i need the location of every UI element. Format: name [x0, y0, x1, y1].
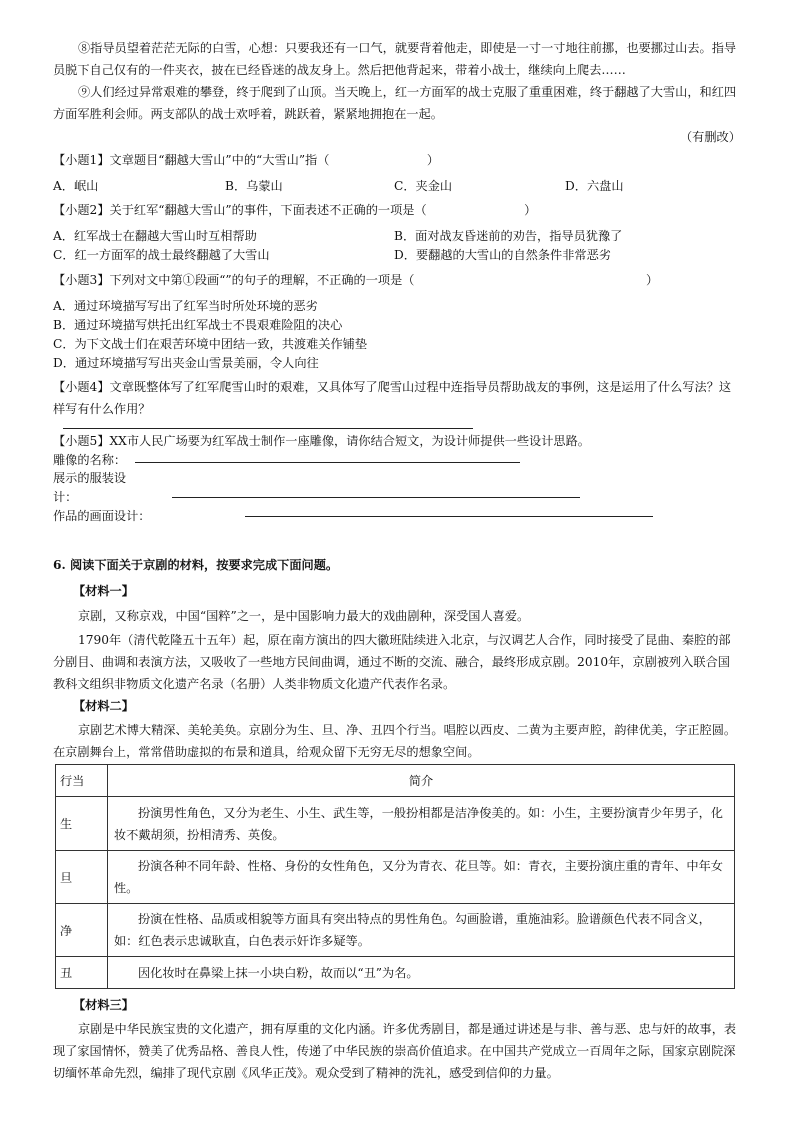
material-3-label: 【材料三】 — [73, 998, 134, 1012]
material-3-paragraph-1: 京剧是中华民族宝贵的文化遗产，拥有厚重的文化内涵。许多优秀剧目，都是通过讲述是与非、善与恶、忠与奸的故事，表现了家国情怀，赞美了优秀品格、善良人性，传递了中华民族的崇高价值追求。在中国共产党成立一百周年之际，国家京剧院深切缅怀革命先烈，编排了现代京剧《风华正茂》。观众受到了精神的洗礼，感受到信仰的力量。 — [53, 1022, 737, 1080]
q5-costume-label-cont: 计： — [53, 490, 78, 504]
material-1-paragraph-1: 京剧，又称京戏，中国“国粹”之一，是中国影响力最大的戏曲剧种，深受国人喜爱。 — [78, 609, 530, 623]
q3-option-a: A．通过环境描写写出了红军当时所处环境的恶劣 — [53, 299, 318, 313]
table-row — [56, 797, 735, 851]
source-note: （有删改） — [680, 130, 741, 144]
table-cell-role: 旦 — [56, 851, 108, 904]
story-paragraph-8: ⑧指导员望着茫茫无际的白雪，心想：只要我还有一口气，就要背着他走，即使是一寸一寸地往前挪，也要挪过山去。指导员脱下自己仅有的一件夹衣，披在已经昏迷的战友身上。然后把他背起来，带着小战士，继续向上爬去…… — [53, 41, 737, 77]
q5-costume-line[interactable] — [172, 497, 580, 498]
q1-option-b: B．乌蒙山 — [225, 179, 283, 193]
q2-option-d: D．要翻越的大雪山的自然条件非常恶劣 — [394, 248, 611, 262]
q2-option-c: C．红一方面军的战士最终翻越了大雪山 — [53, 248, 270, 262]
question-1: 【小题1】文章题目“翻越大雪山”中的“大雪山”指（ ） — [53, 153, 440, 167]
table-cell-role: 丑 — [56, 957, 108, 989]
q5-picture-line[interactable] — [245, 516, 653, 517]
question-2: 【小题2】关于红军“翻越大雪山”的事件，下面表述不正确的一项是（ ） — [53, 203, 537, 217]
question-5: 【小题5】XX市人民广场要为红军战士制作一座雕像，请你结合短文，为设计师提供一些设计思路。 — [53, 434, 590, 448]
q3-option-c: C．为下文战士们在艰苦环境中团结一致，共渡难关作铺垫 — [53, 337, 368, 351]
table-cell-role: 生 — [56, 797, 108, 851]
table-header-role: 行当 — [56, 765, 108, 797]
material-1-label: 【材料一】 — [73, 584, 134, 598]
material-1-paragraph-2: 1790年（清代乾隆五十五年）起，原在南方演出的四大徽班陆续进入北京，与汉调艺人合作，同时接受了昆曲、秦腔的部分剧目、曲调和表演方法，又吸收了一些地方民间曲调，通过不断的交流、融合，最终形成京剧。2010年，京剧被列入联合国教科文组织非物质文化遗产名录（名册）人类非物质文化遗产代表作名录。 — [53, 633, 731, 691]
q2-option-b: B．面对战友昏迷前的劝告，指导员犹豫了 — [394, 229, 623, 243]
table-cell-desc: 扮演在性格、品质或相貌等方面具有突出特点的男性角色。勾画脸谱，重施油彩。脸谱颜色代表不同含义，如：红色表示忠诚耿直，白色表示奸诈多疑等。 — [108, 904, 735, 957]
q1-option-c: C．夹金山 — [394, 179, 453, 193]
section-6-heading: 6. 阅读下面关于京剧的材料，按要求完成下面问题。 — [53, 558, 339, 572]
story-paragraph-9: ⑨人们经过异常艰难的攀登，终于爬到了山顶。当天晚上，红一方面军的战士克服了重重困难，终于翻越了大雪山，和红四方面军胜利会师。两支部队的战士欢呼着，跳跃着，紧紧地拥抱在一起。 — [53, 85, 737, 121]
table-row — [56, 957, 735, 989]
q3-option-d: D．通过环境描写写出夹金山雪景美丽，令人向往 — [53, 356, 319, 370]
table-header-row — [56, 765, 735, 797]
q5-statue-name-label: 雕像的名称： — [53, 453, 127, 467]
table-cell-desc: 因化妆时在鼻梁上抹一小块白粉，故而以“丑”为名。 — [108, 957, 735, 989]
table-cell-role: 净 — [56, 904, 108, 957]
table-cell-desc: 扮演男性角色，又分为老生、小生、武生等，一般扮相都是洁净俊美的。如：小生，主要扮演青少年男子，化妆不戴胡须，扮相清秀、英俊。 — [108, 797, 735, 851]
q1-option-a: A．岷山 — [53, 179, 99, 193]
q5-picture-label: 作品的画面设计： — [53, 509, 151, 523]
table-cell-desc: 扮演各种不同年龄、性格、身份的女性角色，又分为青衣、花旦等。如：青衣，主要扮演庄重的青年、中年女性。 — [108, 851, 735, 904]
q4-answer-line[interactable] — [63, 428, 473, 429]
table-header-intro: 简介 — [108, 765, 735, 797]
q5-costume-label: 展示的服装设 — [53, 471, 127, 485]
table-row — [56, 904, 735, 957]
q2-option-a: A．红军战士在翻越大雪山时互相帮助 — [53, 229, 257, 243]
material-2-paragraph-1: 京剧艺术博大精深、美轮美奂。京剧分为生、旦、净、丑四个行当。唱腔以西皮、二黄为主要声腔，韵律优美，字正腔圆。在京剧舞台上，常常借助虚拟的布景和道具，给观众留下无穷无尽的想象空间。 — [53, 723, 737, 759]
table-row — [56, 851, 735, 904]
q3-option-b: B．通过环境描写烘托出红军战士不畏艰难险阻的决心 — [53, 318, 343, 332]
roles-table — [55, 764, 735, 989]
q1-option-d: D．六盘山 — [565, 179, 624, 193]
material-2-label: 【材料二】 — [73, 699, 134, 713]
question-4: 【小题4】文章既整体写了红军爬雪山时的艰难，又具体写了爬雪山过程中连指导员帮助战友的事例，这是运用了什么写法？这样写有什么作用？ — [53, 380, 732, 416]
question-3: 【小题3】下列对文中第①段画“”的句子的理解，不正确的一项是（ ） — [53, 273, 659, 287]
q5-statue-name-line[interactable] — [135, 462, 520, 463]
